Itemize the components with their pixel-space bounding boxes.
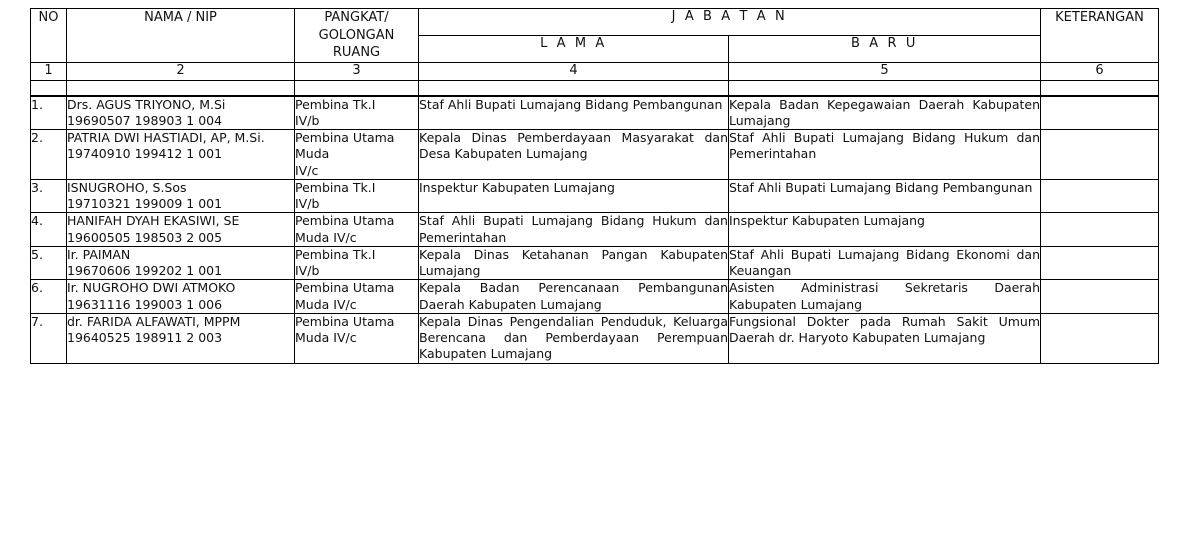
cell-jabatan-baru: Asisten Administrasi Sekretaris Daerah Kabupaten Lumajang bbox=[729, 280, 1041, 312]
cell-pangkat-golongan bbox=[295, 213, 419, 247]
pangkat-line-2: IV/b bbox=[295, 112, 320, 128]
cell-pangkat-golongan bbox=[295, 246, 419, 280]
pangkat-line-2: Muda IV/c bbox=[295, 229, 357, 245]
header-pangkat-line1: PANGKAT/ bbox=[324, 10, 389, 25]
pangkat-line-2: IV/b bbox=[295, 196, 320, 212]
cell-jabatan-lama: Kepala Dinas Pengendalian Penduduk, Keluarga Berencana dan Pemberdayaan Perempuan Kabupaten Lumajang bbox=[419, 313, 728, 362]
pangkat-line-1: Pembina Utama bbox=[295, 280, 395, 296]
employee-nip: 19631116 199003 1 006 bbox=[67, 296, 223, 312]
cell-no: 3. bbox=[31, 179, 67, 213]
cell-no: 2. bbox=[31, 130, 67, 180]
header-pangkat-line2: GOLONGAN bbox=[318, 27, 395, 43]
pangkat-line-1: Pembina Tk.I bbox=[295, 179, 376, 195]
header-row-main bbox=[31, 9, 1159, 36]
spacer-row bbox=[31, 80, 1159, 96]
table-row bbox=[31, 96, 1159, 130]
cell-no: 5. bbox=[31, 246, 67, 280]
header-keterangan: KETERANGAN bbox=[1041, 9, 1159, 63]
column-number-1: 1 bbox=[31, 62, 67, 80]
table-row bbox=[31, 213, 1159, 247]
cell-pangkat-golongan bbox=[295, 179, 419, 213]
pangkat-line-3: IV/c bbox=[295, 162, 319, 178]
cell-jabatan-lama: Inspektur Kabupaten Lumajang bbox=[419, 179, 729, 213]
cell-pangkat-golongan bbox=[295, 96, 419, 130]
pangkat-line-2: Muda IV/c bbox=[295, 296, 357, 312]
header-jabatan: J A B A T A N bbox=[419, 9, 1041, 36]
pangkat-line-1: Pembina Utama bbox=[295, 130, 395, 146]
table-row bbox=[31, 280, 1159, 314]
pangkat-line-1: Pembina Tk.I bbox=[295, 96, 376, 112]
table-body bbox=[31, 96, 1159, 364]
spacer-cell bbox=[295, 80, 419, 96]
employee-nip: 19690507 198903 1 004 bbox=[67, 112, 223, 128]
table-row bbox=[31, 246, 1159, 280]
table-header bbox=[31, 9, 1159, 96]
employee-name: Ir. PAIMAN bbox=[67, 246, 131, 262]
cell-jabatan-baru: Kepala Badan Kepegawaian Daerah Kabupaten Lumajang bbox=[729, 96, 1041, 128]
column-number-4: 4 bbox=[419, 62, 729, 80]
employee-nip: 19710321 199009 1 001 bbox=[67, 196, 223, 212]
employee-name: HANIFAH DYAH EKASIWI, SE bbox=[67, 213, 240, 229]
spacer-cell bbox=[1041, 80, 1159, 96]
cell-keterangan bbox=[1041, 96, 1159, 130]
header-pangkat-golongan-ruang bbox=[295, 9, 419, 63]
cell-nama-nip bbox=[67, 280, 295, 314]
cell-jabatan-baru: Staf Ahli Bupati Lumajang Bidang Hukum dan Pemerintahan bbox=[729, 130, 1041, 180]
spacer-cell bbox=[729, 80, 1041, 96]
employee-name: ISNUGROHO, S.Sos bbox=[67, 179, 187, 195]
cell-nama-nip bbox=[67, 179, 295, 213]
header-pangkat-line3: RUANG bbox=[332, 45, 381, 61]
document-sheet bbox=[30, 8, 1158, 364]
cell-nama-nip bbox=[67, 96, 295, 130]
cell-keterangan bbox=[1041, 179, 1159, 213]
cell-nama-nip bbox=[67, 246, 295, 280]
spacer-cell bbox=[419, 80, 729, 96]
cell-no: 6. bbox=[31, 280, 67, 314]
cell-jabatan-baru: Staf Ahli Bupati Lumajang Bidang Ekonomi dan Keuangan bbox=[729, 246, 1041, 279]
cell-no: 7. bbox=[31, 313, 67, 363]
mutation-table bbox=[30, 8, 1159, 364]
cell-no: 4. bbox=[31, 213, 67, 247]
pangkat-line-1: Pembina Utama bbox=[295, 313, 395, 329]
cell-keterangan bbox=[1041, 213, 1159, 247]
cell-keterangan bbox=[1041, 246, 1159, 280]
cell-jabatan-baru: Fungsional Dokter pada Rumah Sakit Umum Daerah dr. Haryoto Kabupaten Lumajang bbox=[729, 313, 1041, 363]
column-number-3: 3 bbox=[295, 62, 419, 80]
cell-pangkat-golongan bbox=[295, 313, 419, 363]
pangkat-line-2: Muda bbox=[295, 146, 330, 162]
cell-jabatan-lama: Staf Ahli Bupati Lumajang Bidang Pembangunan bbox=[419, 96, 729, 130]
header-jabatan-baru: B A R U bbox=[729, 35, 1041, 62]
cell-no: 1. bbox=[31, 96, 67, 130]
employee-nip: 19600505 198503 2 005 bbox=[67, 229, 223, 245]
table-row bbox=[31, 130, 1159, 180]
employee-name: Ir. NUGROHO DWI ATMOKO bbox=[67, 280, 236, 296]
column-number-5: 5 bbox=[729, 62, 1041, 80]
cell-nama-nip bbox=[67, 213, 295, 247]
employee-nip: 19640525 198911 2 003 bbox=[67, 330, 223, 346]
column-number-2: 2 bbox=[67, 62, 295, 80]
employee-name: PATRIA DWI HASTIADI, AP, M.Si. bbox=[67, 130, 265, 146]
spacer-cell bbox=[31, 80, 67, 96]
employee-nip: 19670606 199202 1 001 bbox=[67, 263, 223, 279]
cell-keterangan bbox=[1041, 313, 1159, 363]
cell-jabatan-lama: Kepala Dinas Ketahanan Pangan Kabupaten Lumajang bbox=[419, 246, 728, 279]
pangkat-line-2: Muda IV/c bbox=[295, 330, 357, 346]
header-nama-nip: NAMA / NIP bbox=[67, 9, 295, 63]
cell-keterangan bbox=[1041, 130, 1159, 180]
spacer-cell bbox=[67, 80, 295, 96]
table-row bbox=[31, 313, 1159, 363]
cell-pangkat-golongan bbox=[295, 130, 419, 180]
cell-pangkat-golongan bbox=[295, 280, 419, 314]
pangkat-line-1: Pembina Utama bbox=[295, 213, 395, 229]
cell-keterangan bbox=[1041, 280, 1159, 314]
column-number-6: 6 bbox=[1041, 62, 1159, 80]
cell-jabatan-lama: Staf Ahli Bupati Lumajang Bidang Hukum dan Pemerintahan bbox=[419, 213, 728, 245]
header-jabatan-lama: L A M A bbox=[419, 35, 729, 62]
cell-nama-nip bbox=[67, 130, 295, 180]
table-row bbox=[31, 179, 1159, 213]
cell-jabatan-lama: Kepala Badan Perencanaan Pembangunan Daerah Kabupaten Lumajang bbox=[419, 280, 728, 312]
pangkat-line-2: IV/b bbox=[295, 263, 320, 279]
pangkat-line-1: Pembina Tk.I bbox=[295, 246, 376, 262]
cell-jabatan-baru: Inspektur Kabupaten Lumajang bbox=[729, 213, 1041, 247]
cell-jabatan-lama: Kepala Dinas Pemberdayaan Masyarakat dan Desa Kabupaten Lumajang bbox=[419, 130, 729, 180]
header-no: NO bbox=[31, 9, 67, 63]
column-number-row bbox=[31, 62, 1159, 80]
employee-name: Drs. AGUS TRIYONO, M.Si bbox=[67, 96, 226, 112]
cell-nama-nip bbox=[67, 313, 295, 363]
employee-nip: 19740910 199412 1 001 bbox=[67, 146, 223, 162]
cell-jabatan-baru: Staf Ahli Bupati Lumajang Bidang Pembangunan bbox=[729, 179, 1041, 213]
employee-name: dr. FARIDA ALFAWATI, MPPM bbox=[67, 313, 241, 329]
